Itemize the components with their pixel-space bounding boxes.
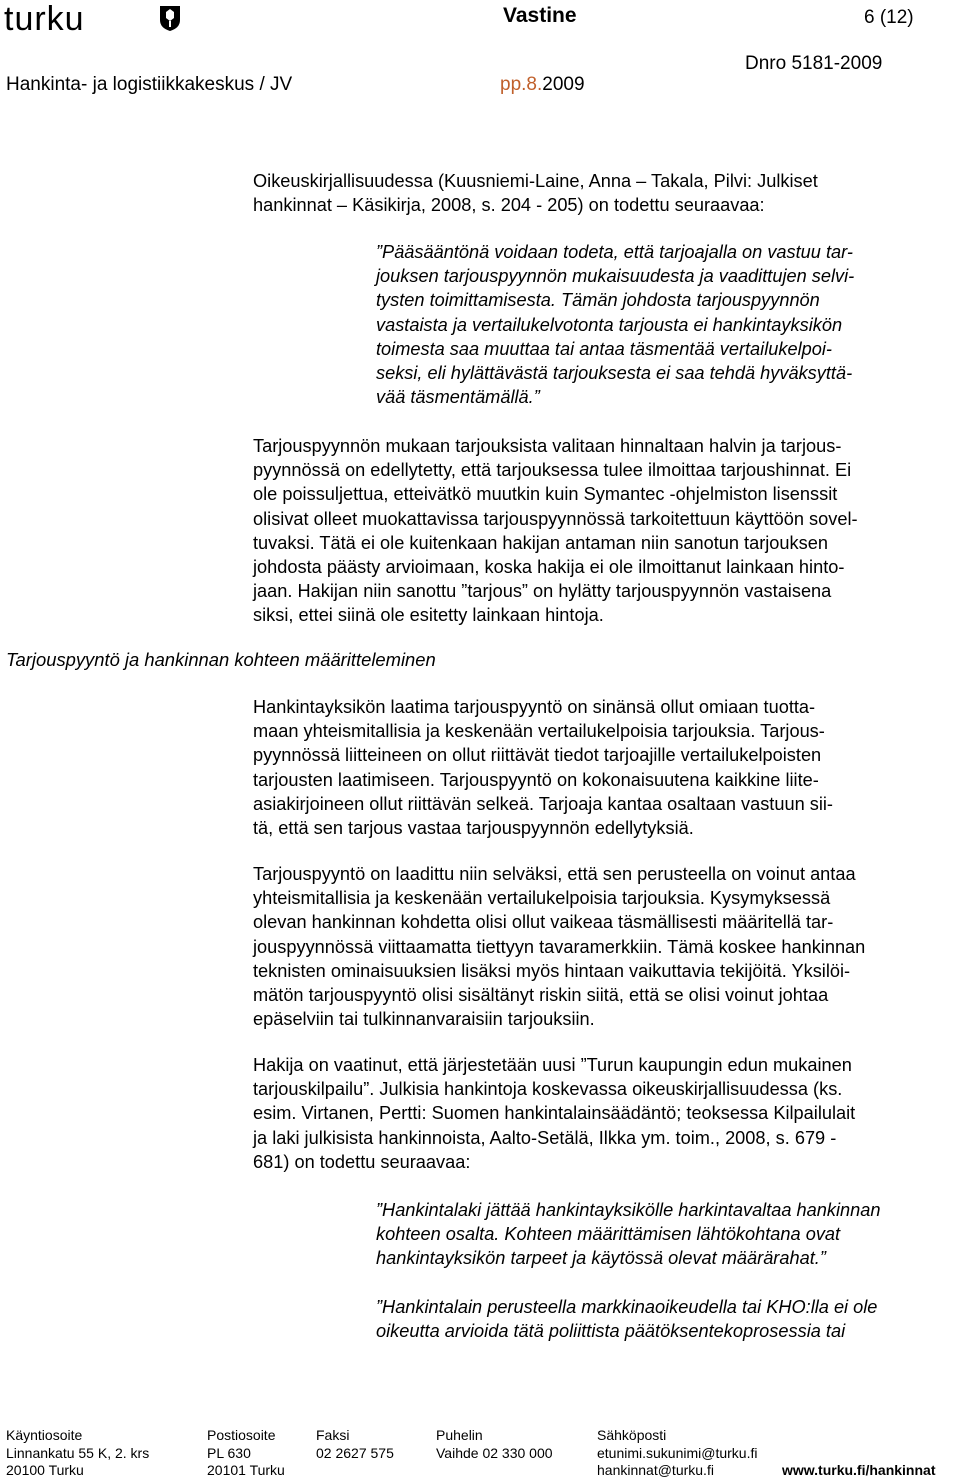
text-line: tä, että sen tarjous vastaa tarjouspyynnön edellytyksiä. [253,818,694,839]
text-line: jouspyynnössä viittaamatta tiettyyn tavaramerkkiin. Tämä koskee hankinnan [253,936,866,957]
quote-line: seksi, eli hylättävästä tarjouksesta ei saa tehdä hyväksyttä- [376,363,853,384]
text-line: hankinnat – Käsikirja, 2008, s. 204 - 205) on todettu seuraavaa: [253,195,765,216]
page-number: 6 (12) [864,7,914,28]
footer-fax [316,1427,394,1462]
text-line: maan yhteismitallisia ja keskenään vertailukelpoisia tarjouksia. Tarjous- [253,721,825,742]
text-line: 681) on todettu seuraavaa: [253,1151,471,1172]
footer-label: Puhelin [436,1427,483,1443]
quote-line: tysten toimittamisesta. Tämän johdosta tarjouspyynnön [376,290,820,311]
quote-line: vää täsmentämällä.” [376,387,540,408]
quote-line: toimesta saa muuttaa tai antaa täsmentää vertailukelpoi- [376,338,832,359]
text-line: pyynnössä liitteineen on ollut riittävät tiedot tarjoajille vertailukelpoisten [253,745,822,766]
footer-email-link[interactable]: hankinnat@turku.fi [597,1462,714,1478]
text-line: teknisten ominaisuuksien lisäksi myös hintaan vaikuttavia tekijöitä. Yksilöi- [253,960,851,981]
text-line: Hankintayksikön laatima tarjouspyyntö on sinänsä ollut omiaan tuotta- [253,697,816,717]
text-line: siksi, ettei siinä ole esitetty lainkaan hintoja. [253,605,604,626]
footer-email [597,1427,758,1480]
text-line: Tarjouspyyntö on laadittu niin selväksi, että sen perusteella on voinut antaa [253,864,856,884]
footer-value: PL 630 [207,1444,251,1461]
city-crest-icon [158,4,182,32]
text-line: asiakirjoineen ollut riittävän selkeä. Tarjoaja kantaa osaltaan vastuun sii- [253,793,833,814]
text-line: Tarjouspyynnön mukaan tarjouksista valitaan hinnaltaan halvin ja tarjous- [253,436,842,456]
footer-label: Käyntiosoite [6,1427,83,1443]
quote-line: vastaista ja vertailukelvotonta tarjousta ei hankintayksikön [376,314,843,335]
text-line: tuvaksi. Tätä ei ole kuitenkaan hakijan antaman niin sanotun tarjouksen [253,532,828,553]
text-line: johdosta päästy arvioimaan, koska hakija ei ole ilmoittanut lainkaan hinto- [253,557,845,578]
footer-value: Linnankatu 55 K, 2. krs [6,1444,150,1461]
logo-text: turku [4,0,85,38]
footer-value: Vaihde 02 330 000 [436,1444,553,1461]
date-prefix: pp.8. [500,74,543,95]
text-line: jaan. Hakijan niin sanottu ”tarjous” on hylätty tarjouspyynnön vastaisena [253,581,832,602]
footer-website-link[interactable]: www.turku.fi/hankinnat [782,1462,936,1478]
text-line: yhteismitallisia ja keskenään vertailukelpoisia tarjouksia. Kysymyksessä [253,888,831,909]
paragraph-new-competition [253,1053,953,1174]
quote-line: jouksen tarjouspyynnön mukaisuudesta ja vaadittujen selvi- [376,266,855,287]
quote-block-1 [376,240,954,409]
paragraph-trademark [253,862,953,1031]
text-line: Oikeuskirjallisuudessa (Kuusniemi-Laine, Anna – Takala, Pilvi: Julkiset [253,171,818,191]
footer-value: 20101 Turku [207,1462,285,1478]
quote-block-3 [376,1295,954,1343]
text-line: epäselviin tai tulkinnanvaraisiin tarjouksiin. [253,1009,595,1030]
paragraph-request-quality [253,695,953,840]
text-line: olisivat olleet muokattavissa tarjouspyynnössä tarkoitettuun käyttöön sovel- [253,508,858,529]
document-date [500,74,585,96]
text-line: pyynnössä on edellytetty, että tarjouksessa tulee ilmoittaa tarjoushinnat. Ei [253,460,852,481]
text-line: olevan hankinnan kohdetta olisi ollut vaikeaa täsmällisesti määritellä tar- [253,912,834,933]
footer-postal-address [207,1427,285,1480]
footer-visiting-address [6,1427,149,1480]
footer-value: 20100 Turku [6,1462,84,1478]
quote-line: kohteen osalta. Kohteen määrittämisen lähtökohtana ovat [376,1224,841,1245]
quote-line: oikeutta arvioida tätä poliittista päätöksentekoprosessia tai [376,1321,846,1342]
text-line: ole poissuljettua, etteivätkö muutkin kuin Symantec -ohjelmiston lisenssit [253,484,838,505]
text-line: Hakija on vaatinut, että järjestetään uusi ”Turun kaupungin edun mukainen [253,1055,852,1075]
date-year: 2009 [542,74,585,95]
footer-value: 02 2627 575 [316,1444,394,1461]
document-number: Dnro 5181-2009 [745,53,883,74]
turku-logo [4,2,182,36]
document-title: Vastine [503,4,577,27]
text-line: tarjouskilpailu”. Julkisia hankintoja koskevassa oikeuskirjallisuudessa (ks. [253,1079,843,1100]
text-line: tarjousten laatimiseen. Tarjouspyyntö on kokonaisuutena kaikkine liite- [253,769,819,790]
paragraph-price-requirement [253,434,953,628]
quote-line: ”Hankintalain perusteella markkinaoikeudella tai KHO:lla ei ole [376,1297,878,1317]
quote-line: hankintayksikön tarpeet ja käytössä olevat määrärahat.” [376,1248,826,1269]
footer-label: Postiosoite [207,1427,276,1443]
quote-line: ”Pääsääntönä voidaan todeta, että tarjoajalla on vastuu tar- [376,242,853,262]
text-line: ja laki julkisista hankinnoista, Aalto-Setälä, Ilkka ym. toim., 2008, s. 679 - [253,1127,837,1148]
quote-line: ”Hankintalaki jättää hankintayksikölle harkintavaltaa hankinnan [376,1200,881,1220]
text-line: esim. Virtanen, Pertti: Suomen hankintalainsäädäntö; teoksessa Kilpailulait [253,1103,856,1124]
footer-label: Sähköposti [597,1427,667,1443]
footer-label: Faksi [316,1427,350,1443]
text-line: mätön tarjouspyyntö olisi sisältänyt riskin siitä, että se olisi voinut johtaa [253,985,829,1006]
section-heading: Tarjouspyyntö ja hankinnan kohteen määritteleminen [6,649,436,670]
footer-email-link[interactable]: etunimi.sukunimi@turku.fi [597,1444,758,1461]
paragraph-literature-reference [253,169,953,217]
quote-block-2 [376,1198,954,1271]
footer-phone [436,1427,553,1462]
department: Hankinta- ja logistiikkakeskus / JV [6,74,293,95]
